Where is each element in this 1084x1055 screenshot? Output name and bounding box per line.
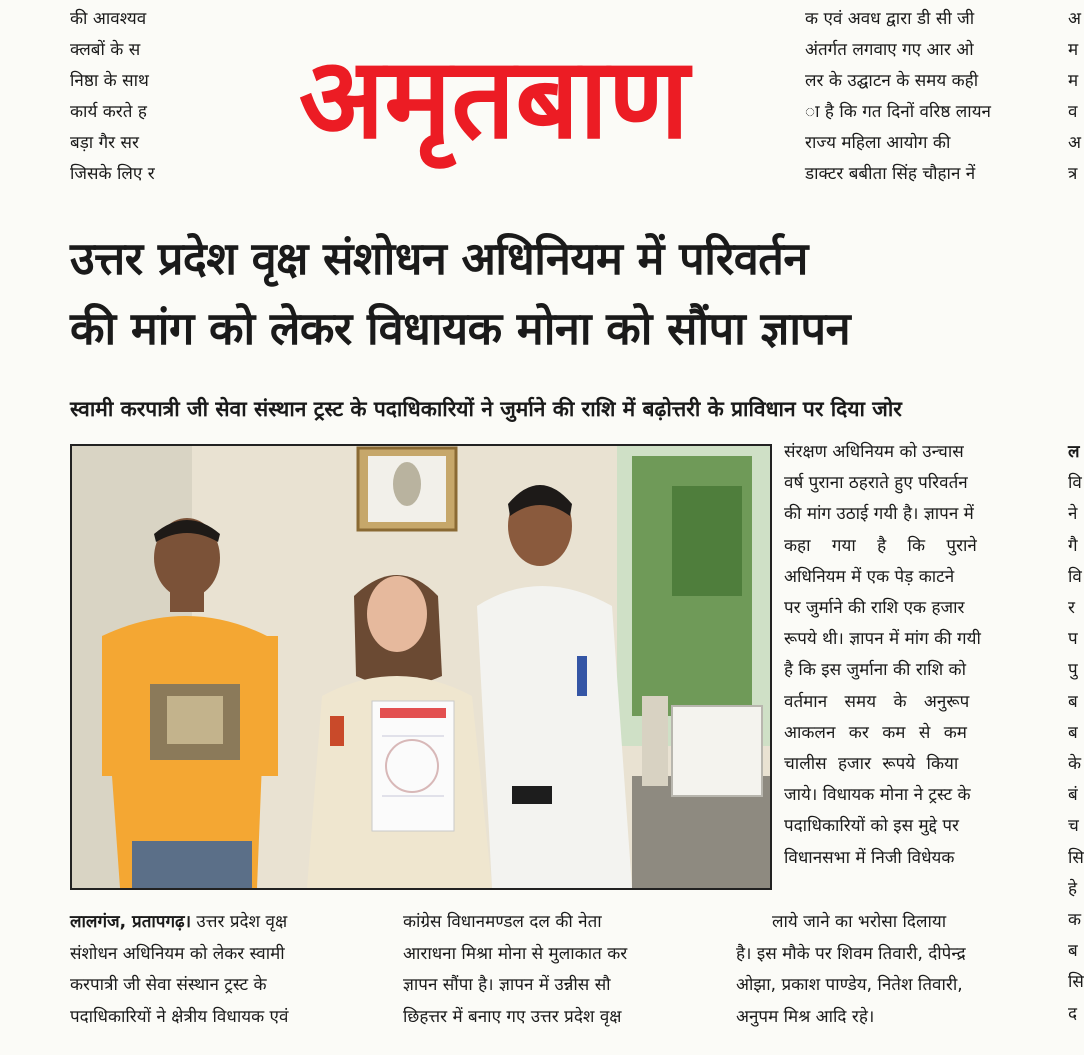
fragment-line: वि: [1068, 566, 1082, 587]
fragment-line: जिसके लिए र: [70, 164, 155, 184]
top-edge-fragment: [1068, 4, 1080, 190]
article-line: जाये। विधायक मोना ने ट्रस्ट के: [784, 785, 971, 806]
fragment-line: सि: [1068, 847, 1084, 868]
article-line: है कि इस जुर्माना की राशि को: [784, 660, 967, 681]
article-line: पर जुर्माने की राशि एक हजार: [784, 598, 965, 619]
headline-line-2: की मांग को लेकर विधायक मोना को सौंपा ज्ञापन: [70, 302, 851, 355]
fragment-line: सि: [1068, 972, 1084, 993]
article-line: ओझा, प्रकाश पाण्डेय, नितेश तिवारी,: [736, 975, 963, 995]
news-photo: [70, 444, 772, 890]
fragment-line: बं: [1068, 785, 1078, 806]
article-line: करपात्री जी सेवा संस्थान ट्रस्ट के: [70, 975, 267, 995]
article-line: आराधना मिश्रा मोना से मुलाकात कर: [403, 943, 628, 964]
article-line: संरक्षण अधिनियम को उन्चास: [784, 442, 964, 462]
fragment-line: अंतर्गत लगवाए गए आर ओ: [805, 40, 974, 60]
fragment-line: ब: [1068, 691, 1078, 712]
fragment-line: निष्ठा के साथ: [70, 71, 149, 91]
fragment-line: क्लबों के स: [70, 40, 141, 60]
fragment-line: ने: [1068, 504, 1078, 525]
article-line: है। इस मौके पर शिवम तिवारी, दीपेन्द्र: [736, 943, 966, 964]
fragment-line: ब: [1068, 722, 1078, 743]
fragment-line: ल: [1068, 442, 1080, 462]
fragment-line: अ: [1068, 9, 1081, 29]
fragment-line: गै: [1068, 535, 1078, 556]
fragment-line: म: [1068, 40, 1079, 60]
article-column-1: [70, 907, 374, 1033]
article-column-2: [403, 907, 707, 1033]
fragment-line: प: [1068, 629, 1078, 650]
fragment-line: की आवश्यव: [70, 9, 147, 29]
fragment-line: के: [1068, 754, 1082, 775]
article-line: पदाधिकारियों को इस मुद्दे पर: [784, 816, 959, 837]
fragment-line: डाक्टर बबीता सिंह चौहान नें: [805, 164, 976, 184]
article-line: छिहत्तर में बनाए गए उत्तर प्रदेश वृक्ष: [403, 1006, 622, 1027]
article-lead-line: [70, 907, 374, 939]
headline: [70, 224, 1040, 364]
subheadline: स्वामी करपात्री जी सेवा संस्थान ट्रस्ट के पदाधिकारियों ने जुर्माने की राशि में बढ़ोत्तरी के प्राविधान पर दिया जोर: [70, 397, 902, 421]
masthead-logo: अमृतबाण: [298, 34, 690, 164]
article-line: चालीस हजार रूपये किया: [784, 754, 959, 775]
article-line: रूपये थी। ज्ञापन में मांग की गयी: [784, 629, 981, 650]
article-line: कांग्रेस विधानमण्डल दल की नेता: [403, 912, 602, 932]
article-line: अनुपम मिश्र आदि रहे।: [736, 1006, 875, 1027]
article-line: लाये जाने का भरोसा दिलाया: [772, 912, 947, 932]
fragment-line: अ: [1068, 133, 1081, 153]
article-line: ज्ञापन सौंपा है। ज्ञापन में उन्नीस सौ: [403, 975, 611, 995]
article-line: अधिनियम में एक पेड़ काटने: [784, 566, 955, 587]
article-column-right: [784, 437, 1038, 874]
fragment-line: च: [1068, 816, 1079, 837]
fragment-line: व: [1068, 102, 1078, 122]
article-line: संशोधन अधिनियम को लेकर स्वामी: [70, 943, 285, 964]
article-line: विधानसभा में निजी विधेयक: [784, 847, 955, 868]
fragment-line: पु: [1068, 660, 1078, 681]
fragment-line: र: [1068, 598, 1075, 619]
article-line: की मांग उठाई गयी है। ज्ञापन में: [784, 504, 974, 525]
lead-text: उत्तर प्रदेश वृक्ष: [191, 912, 288, 932]
edge-fragment-column: [1068, 437, 1084, 1030]
fragment-line: ब: [1068, 941, 1078, 962]
article-line: कहा गया है कि पुराने: [784, 535, 977, 556]
top-right-fragment: [805, 4, 1037, 190]
fragment-line: राज्य महिला आयोग की: [805, 133, 951, 153]
article-line: आकलन कर कम से कम: [784, 722, 967, 743]
top-left-fragment: [70, 4, 182, 190]
dateline: लालगंज, प्रतापगढ़।: [70, 912, 192, 932]
fragment-line: हे: [1068, 878, 1078, 899]
article-column-3: [736, 907, 1040, 1033]
fragment-line: क एवं अवध द्वारा डी सी जी: [805, 9, 975, 29]
headline-line-1: उत्तर प्रदेश वृक्ष संशोधन अधिनियम में परिवर्तन: [70, 232, 808, 285]
article-line: वर्तमान समय के अनुरूप: [784, 691, 970, 712]
fragment-line: म: [1068, 71, 1079, 91]
fragment-line: त्र: [1068, 164, 1078, 184]
fragment-line: कार्य करते ह: [70, 102, 147, 122]
fragment-line: लर के उद्घाटन के समय कही: [805, 71, 979, 91]
article-line: वर्ष पुराना ठहराते हुए परिवर्तन: [784, 473, 968, 494]
fragment-line: द: [1068, 1003, 1078, 1024]
fragment-line: बड़ा गैर सर: [70, 133, 139, 153]
fragment-line: वि: [1068, 473, 1082, 494]
fragment-line: क: [1068, 910, 1082, 931]
photo-illustration: [72, 446, 770, 888]
article-line: पदाधिकारियों ने क्षेत्रीय विधायक एवं: [70, 1006, 289, 1027]
fragment-line: ा है कि गत दिनों वरिष्ठ लायन: [805, 102, 991, 122]
